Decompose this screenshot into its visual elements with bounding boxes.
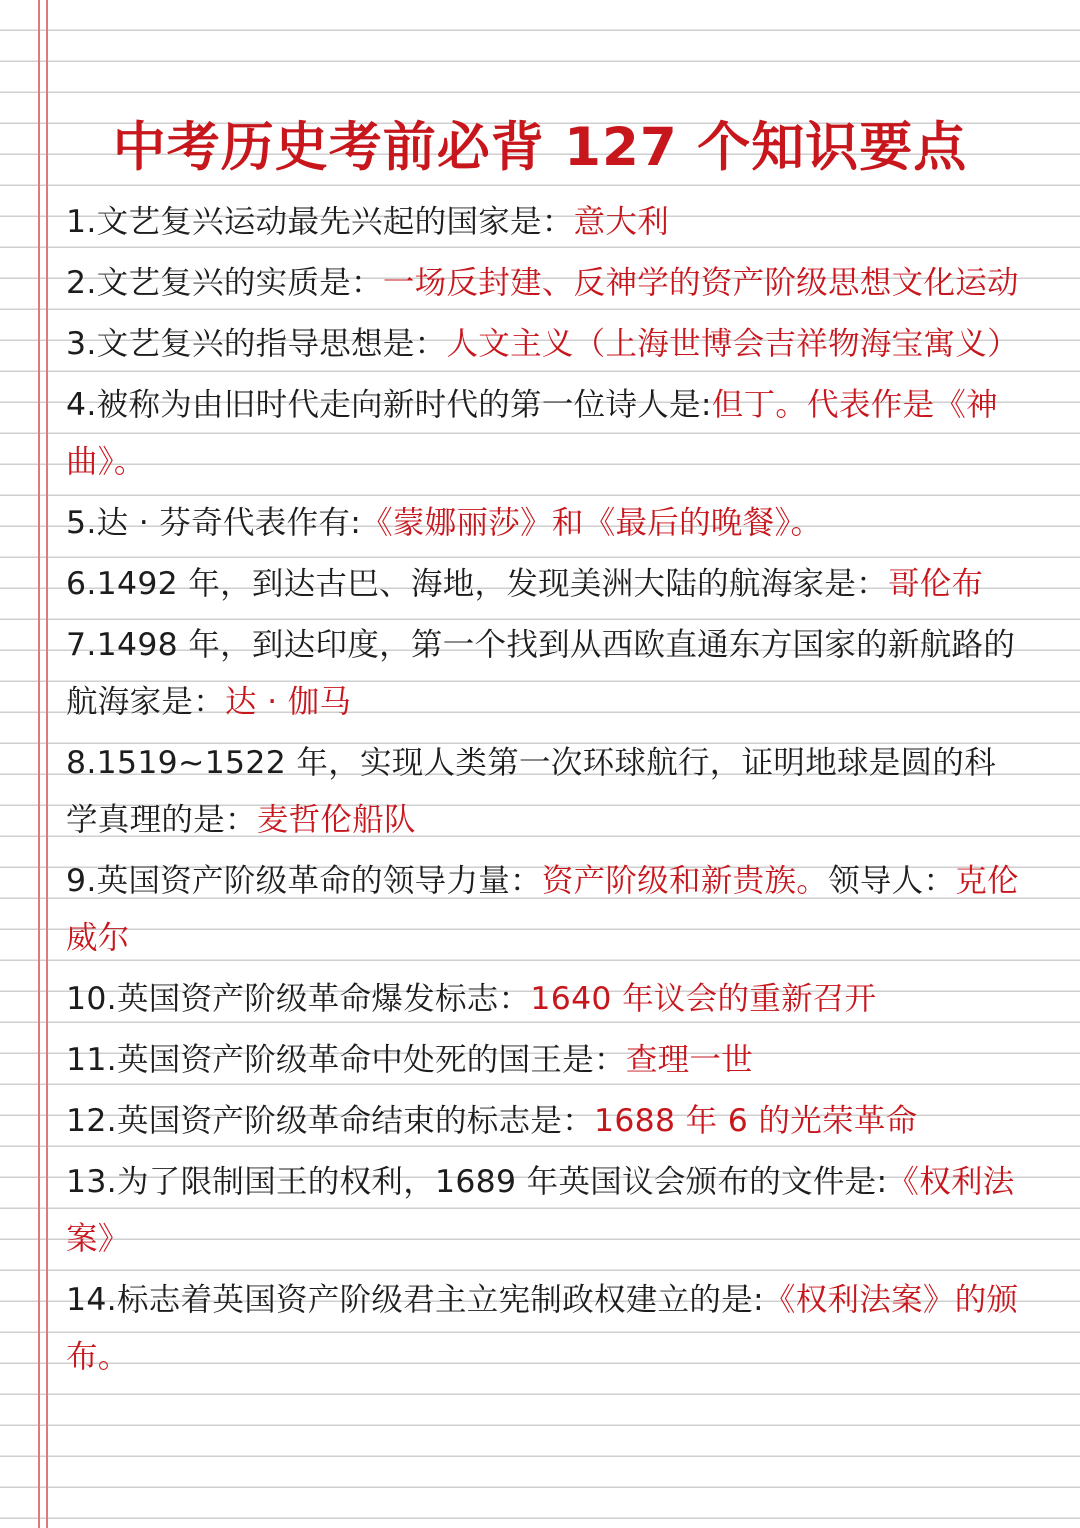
answer-text: 达 · 伽马: [225, 684, 352, 720]
question-text: 7.1498 年，到达印度，第一个找到从西欧直通东方国家的新航路的航海家是：: [66, 627, 1016, 720]
question-text-2: 领导人：: [828, 863, 956, 899]
question-text: 6.1492 年，到达古巴、海地，发现美洲大陆的航海家是：: [66, 566, 888, 602]
answer-text: 哥伦布: [887, 566, 984, 602]
list-item: [66, 255, 1026, 312]
question-text: 5.达 · 芬奇代表作有:: [66, 505, 362, 541]
answer-text: 资产阶级和新贵族。: [541, 863, 829, 899]
question-text: 10.英国资产阶级革命爆发标志：: [66, 981, 531, 1017]
list-item: [66, 1032, 1026, 1089]
question-text: 9.英国资产阶级革命的领导力量：: [66, 863, 542, 899]
list-item: [66, 617, 1026, 731]
answer-text: 一场反封建、反神学的资产阶级思想文化运动: [382, 265, 1019, 301]
answer-text: 但丁。代表作是《神曲》。: [66, 387, 998, 480]
answer-text: 《权利法案》的颁布。: [66, 1282, 1019, 1375]
answer-text: 《权利法案》: [66, 1164, 1015, 1257]
list-item: [66, 556, 1026, 613]
question-text: 3.文艺复兴的指导思想是：: [66, 326, 447, 362]
list-item: [66, 853, 1026, 967]
knowledge-list: [66, 194, 1026, 1390]
list-item: [66, 971, 1026, 1028]
question-text: 14.标志着英国资产阶级君主立宪制政权建立的是:: [66, 1282, 764, 1318]
question-text: 1.文艺复兴运动最先兴起的国家是：: [66, 204, 574, 240]
answer-text-2: 克伦威尔: [66, 863, 1019, 956]
list-item: [66, 316, 1026, 373]
list-item: [66, 495, 1026, 552]
margin-line-right: [46, 0, 48, 1528]
margin-line-left: [38, 0, 40, 1528]
answer-text: 意大利: [573, 204, 670, 240]
question-text: 4.被称为由旧时代走向新时代的第一位诗人是:: [66, 387, 712, 423]
list-item: [66, 194, 1026, 251]
list-item: [66, 735, 1026, 849]
answer-text: 1688 年 6 的光荣革命: [594, 1103, 918, 1139]
list-item: [66, 1093, 1026, 1150]
list-item: [66, 1272, 1026, 1386]
page-title: 中考历史考前必背 127 个知识要点: [112, 117, 968, 178]
list-item: [66, 1154, 1026, 1268]
list-item: [66, 377, 1026, 491]
question-text: 12.英国资产阶级革命结束的标志是：: [66, 1103, 594, 1139]
answer-text: 人文主义（上海世博会吉祥物海宝寓义）: [446, 326, 1019, 362]
answer-text: 麦哲伦船队: [256, 802, 416, 838]
answer-text: 《蒙娜丽莎》和《最后的晚餐》。: [361, 505, 823, 541]
answer-text: 查理一世: [625, 1042, 754, 1078]
question-text: 8.1519~1522 年，实现人类第一次环球航行，证明地球是圆的科学真理的是：: [66, 745, 996, 838]
question-text: 2.文艺复兴的实质是：: [66, 265, 383, 301]
answer-text: 1640 年议会的重新召开: [530, 981, 877, 1017]
question-text: 11.英国资产阶级革命中处死的国王是：: [66, 1042, 626, 1078]
question-text: 13.为了限制国王的权利，1689 年英国议会颁布的文件是:: [66, 1164, 888, 1200]
